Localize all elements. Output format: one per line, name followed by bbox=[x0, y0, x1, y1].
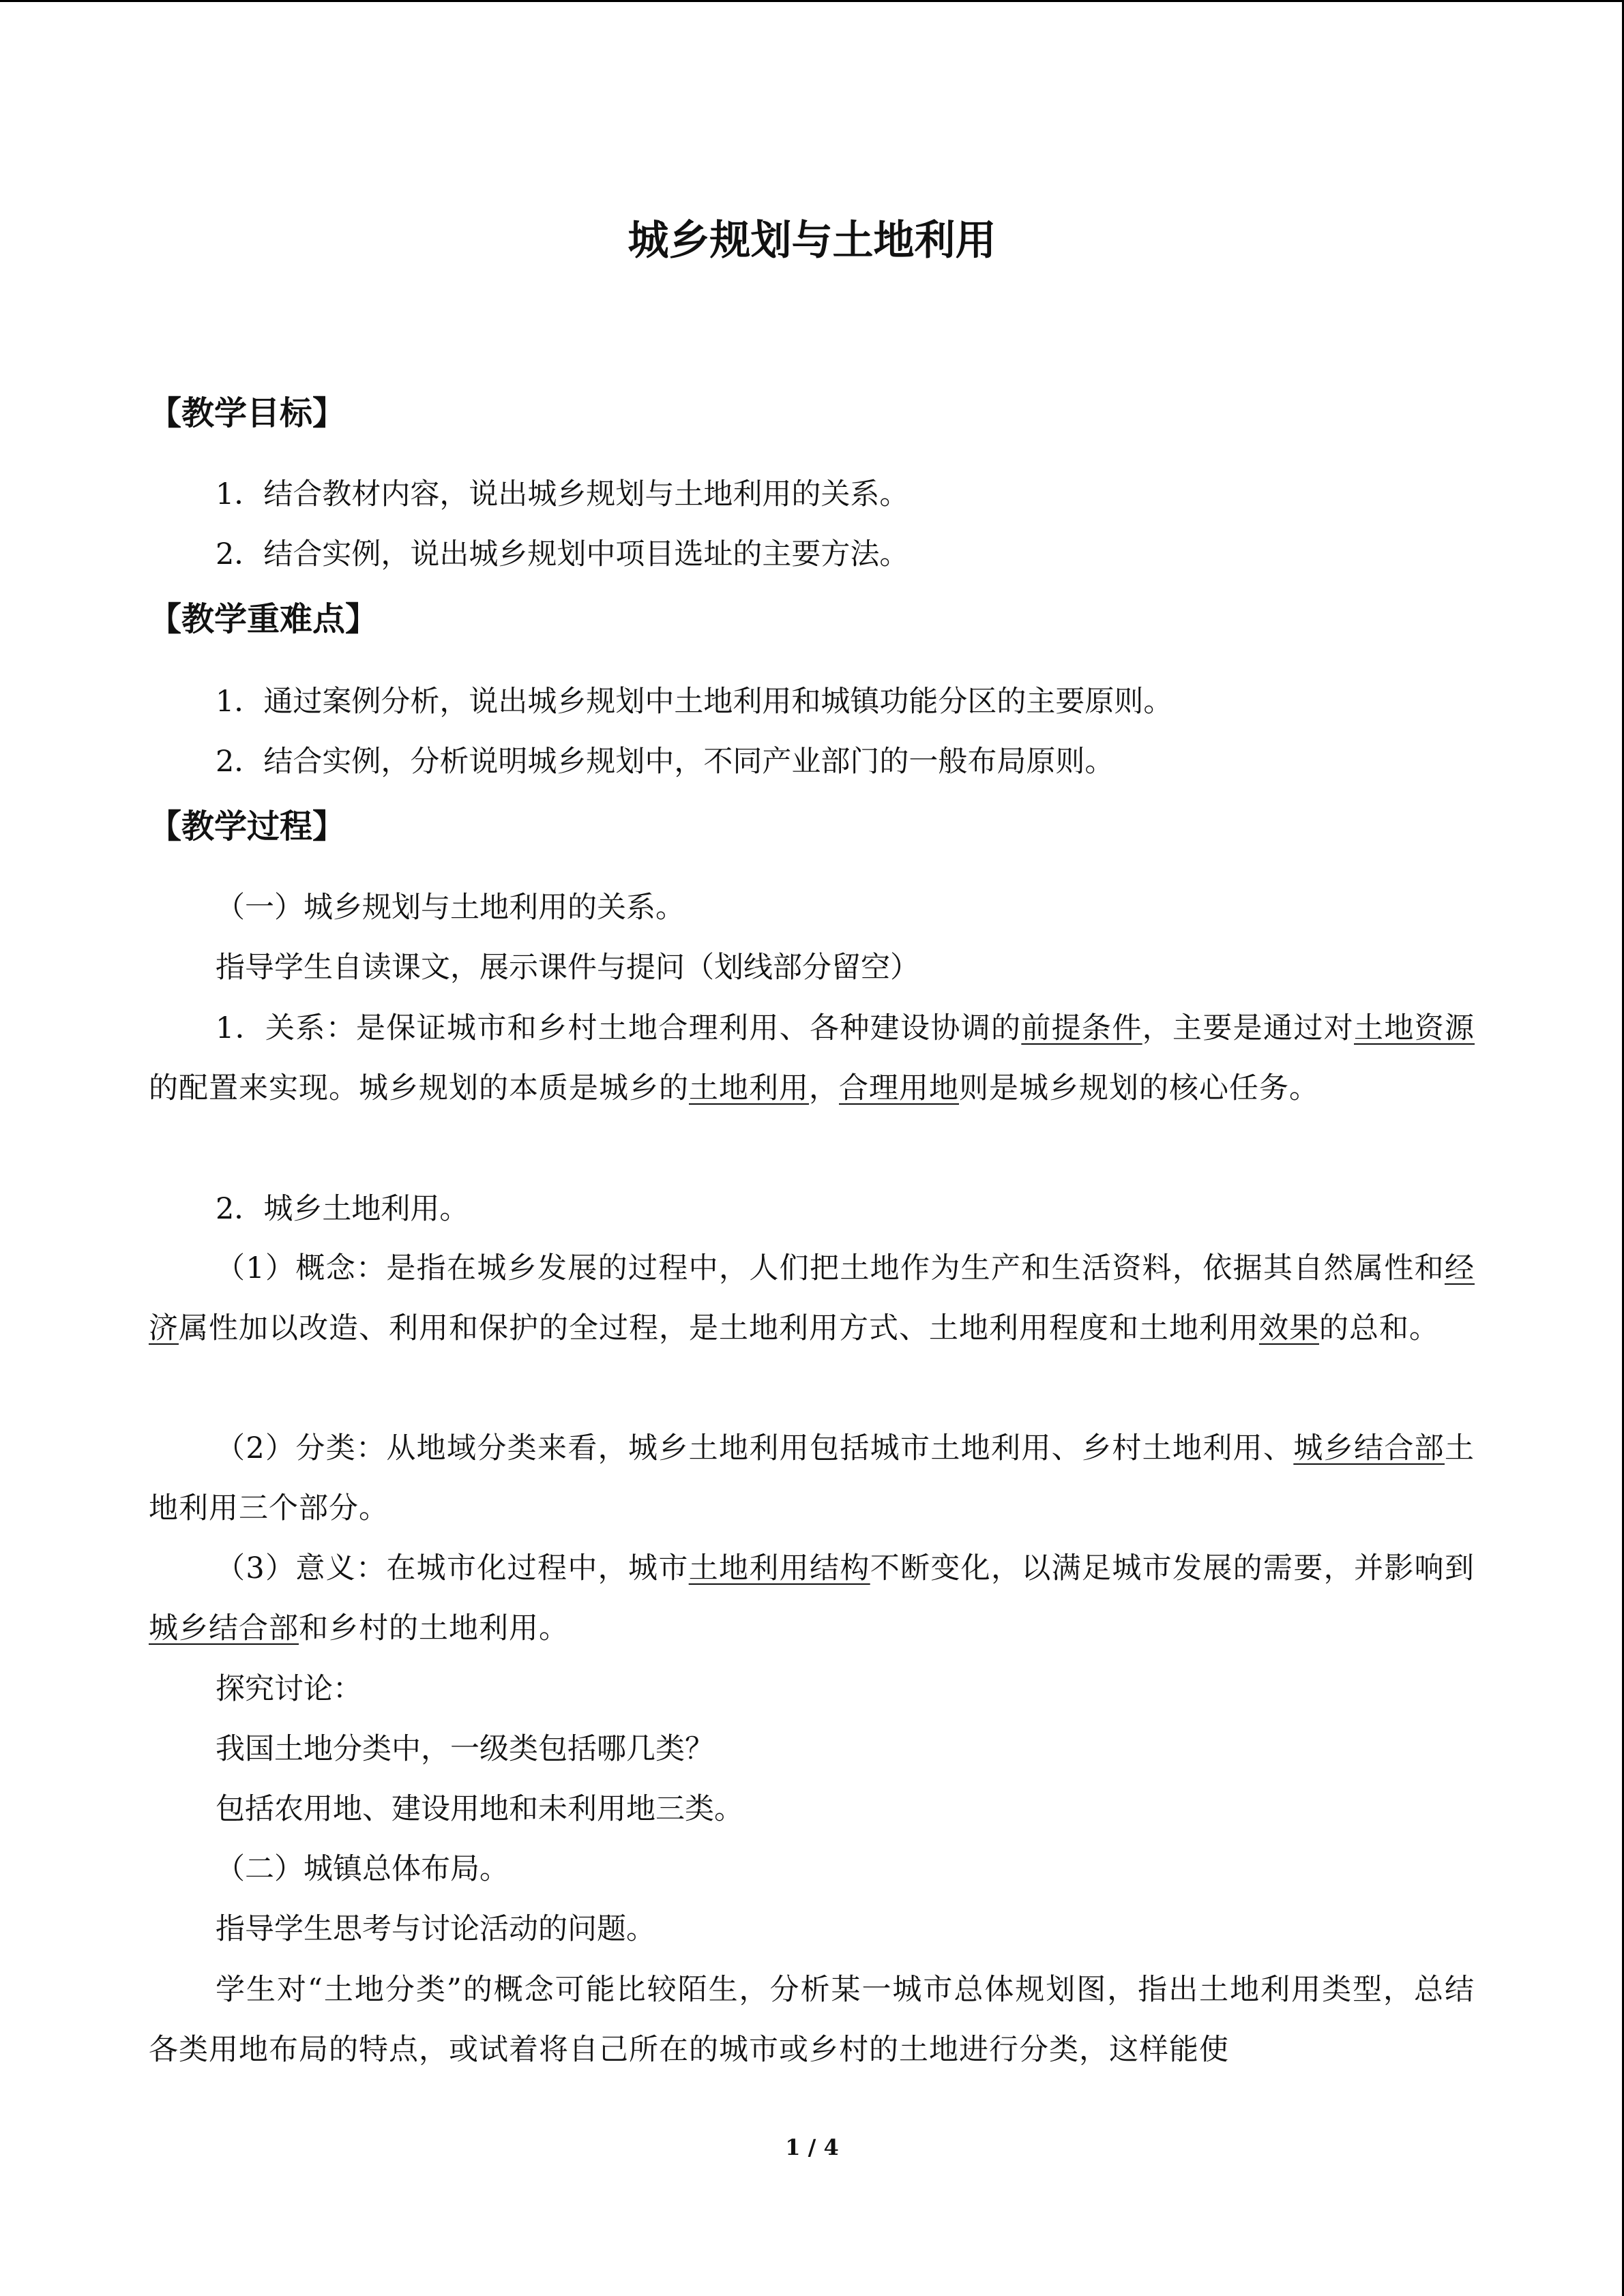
blank-answer: 效果 bbox=[1259, 1311, 1319, 1345]
key-point-item-1: 1．通过案例分析，说出城乡规划中土地利用和城镇功能分区的主要原则。 bbox=[216, 685, 1173, 719]
key-point-item-2: 2．结合实例，分析说明城乡规划中，不同产业部门的一般布局原则。 bbox=[216, 745, 1114, 779]
page-title: 城乡规划与土地利用 bbox=[628, 217, 996, 265]
blank-answer: 土地利用结构 bbox=[688, 1551, 870, 1585]
classification-paragraph: （2）分类：从地域分类来看，城乡土地利用包括城市土地利用、乡村土地利用、城乡结合部土地利用三个部分。 bbox=[149, 1431, 1475, 1525]
blank-answer: 经济 bbox=[149, 1251, 1475, 1345]
section-heading-key-points: 【教学重难点】 bbox=[149, 600, 379, 638]
significance-paragraph: （3）意义：在城市化过程中，城市土地利用结构不断变化，以满足城市发展的需要，并影响到城乡结合部和乡村的土地利用。 bbox=[149, 1551, 1475, 1645]
student-paragraph: 学生对“土地分类”的概念可能比较陌生，分析某一城市总体规划图，指出土地利用类型，总结各类用地布局的特点，或试着将自己所在的城市或乡村的土地进行分类，这样能使 bbox=[149, 1973, 1475, 2067]
landuse-heading: 2．城乡土地利用。 bbox=[216, 1192, 469, 1226]
discussion-answer: 包括农用地、建设用地和未利用地三类。 bbox=[216, 1792, 743, 1826]
concept-paragraph: （1）概念：是指在城乡发展的过程中，人们把土地作为生产和生活资料，依据其自然属性和经济属性加以改造、利用和保护的全过程，是土地利用方式、土地利用程度和土地利用效果的总和。 bbox=[149, 1251, 1475, 1345]
blank-answer: 合理用地 bbox=[839, 1071, 959, 1105]
blank-answer: 前提条件 bbox=[1021, 1011, 1142, 1045]
process-part1-heading: （一）城乡规划与土地利用的关系。 bbox=[216, 891, 685, 925]
blank-answer: 城乡结合部 bbox=[1293, 1431, 1445, 1465]
goal-item-2: 2．结合实例，说出城乡规划中项目选址的主要方法。 bbox=[216, 537, 909, 571]
blank-answer: 土地资源 bbox=[1354, 1011, 1475, 1045]
blank-answer: 土地利用 bbox=[689, 1071, 809, 1105]
page-number: 1 / 4 bbox=[785, 2134, 839, 2160]
goal-item-1: 1．结合教材内容，说出城乡规划与土地利用的关系。 bbox=[216, 477, 909, 511]
process-part2-heading: （二）城镇总体布局。 bbox=[216, 1852, 509, 1886]
page-border-top bbox=[0, 0, 1624, 2]
blank-answer: 城乡结合部 bbox=[149, 1611, 299, 1645]
section-heading-goals: 【教学目标】 bbox=[149, 394, 346, 432]
discussion-label: 探究讨论： bbox=[216, 1672, 362, 1706]
process-guide-line-2: 指导学生思考与讨论活动的问题。 bbox=[216, 1912, 655, 1946]
discussion-question: 我国土地分类中，一级类包括哪几类？ bbox=[216, 1732, 714, 1766]
process-guide-line: 指导学生自读课文，展示课件与提问（划线部分留空） bbox=[216, 951, 919, 985]
relation-paragraph: 1．关系：是保证城市和乡村土地合理利用、各种建设协调的前提条件，主要是通过对土地资源的配置来实现。城乡规划的本质是城乡的土地利用，合理用地则是城乡规划的核心任务。 bbox=[149, 1011, 1475, 1105]
section-heading-process: 【教学过程】 bbox=[149, 807, 346, 846]
